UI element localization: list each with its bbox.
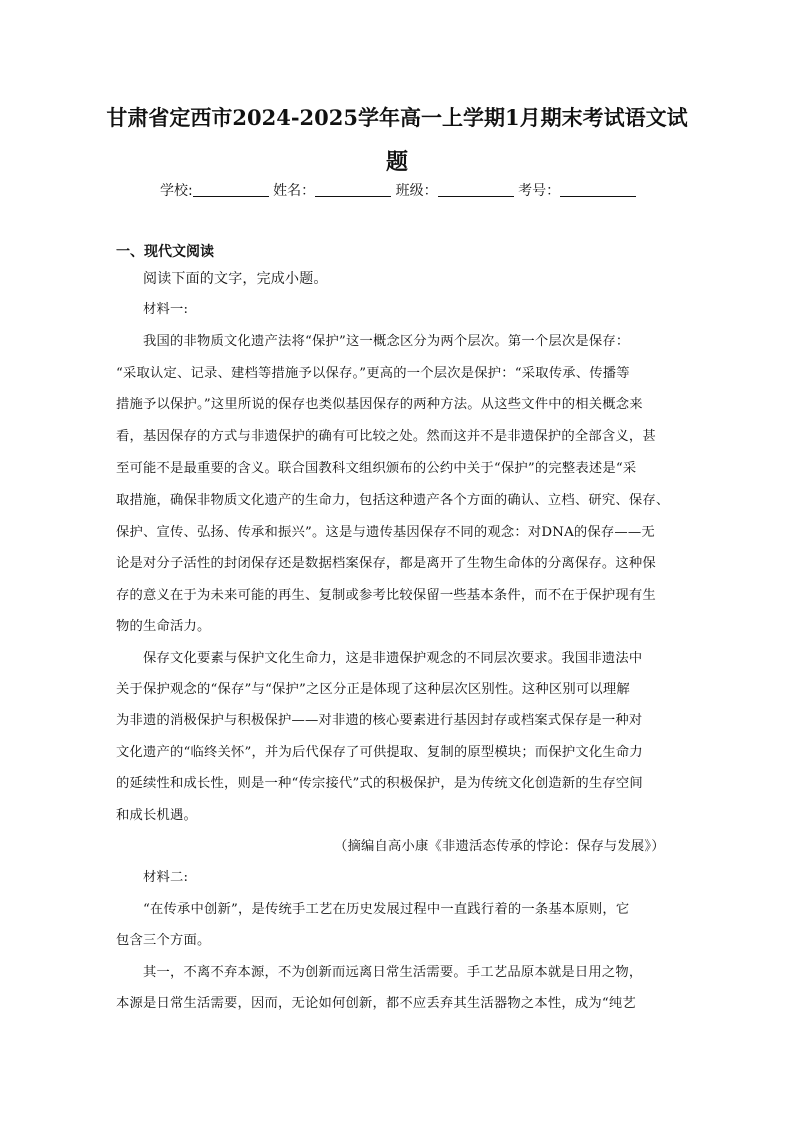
material-1-line: 文化遗产的“临终关怀”，并为后代保存了可供提取、复制的原型模块；而保护文化生命力 [116,745,643,760]
document-title: 甘肃省定西市2024-2025学年高一上学期1月期末考试语文试 [106,105,688,130]
school-blank [193,182,269,197]
material-1-line: 的延续性和成长性，则是一种“传宗接代”式的积极保护，是为传统文化创造新的生存空间 [116,776,643,791]
material-2-line: 其一，不离不弃本源，不为创新而远离日常生活需要。手工艺品原本就是日用之物， [143,965,643,980]
material-1-line: 物的生命活力。 [116,619,211,634]
material-1-line: 取措施，确保非物质文化遗产的生命力，包括这种遗产各个方面的确认、立档、研究、保存、 [116,493,670,508]
class-label: 班级： [395,183,438,199]
section-heading: 一、现代文阅读 [116,244,214,260]
material-1-line: 看，基因保存的方式与非遗保护的确有可比较之处。然而这并不是非遗保护的全部含义，甚 [116,429,656,444]
material-2-label: 材料二: [143,870,189,885]
material-1-label: 材料一: [143,302,189,317]
material-2-line: 包含三个方面。 [116,933,211,948]
material-2-line: 本源是日常生活需要，因而，无论如何创新，都不应丢弃其生活器物之本性，成为“纯艺 [116,996,636,1011]
material-1-line: 保存文化要素与保护文化生命力，这是非遗保护观念的不同层次要求。我国非遗法中 [143,651,643,666]
exam-number-blank [560,182,636,197]
material-1-line: 关于保护观念的“保存”与“保护”之区分正是体现了这种层次区别性。这种区别可以理解 [116,682,630,697]
material-1-line: 措施予以保护。”这里所说的保存也类似基因保存的两种方法。从这些文件中的相关概念来 [116,397,643,412]
material-1-line: 保护、宣传、弘扬、传承和振兴”。这是与遗传基因保存不同的观念：对DNA的保存——无 [116,525,655,540]
material-1-line: 存的意义在于为未来可能的再生、复制或参考比较保留一些基本条件，而不在于保护现有生 [116,588,656,603]
material-1-line: “采取认定、记录、建档等措施予以保存。”更高的一个层次是保护：“采取传承、传播等 [116,366,630,381]
material-2-line: “在传承中创新”，是传统手工艺在历史发展过程中一直践行着的一条基本原则，它 [143,902,630,917]
name-blank [315,182,391,197]
material-1-line: 论是对分子活性的封闭保存还是数据档案保存，都是离开了生物生命体的分离保存。这种保 [116,556,656,571]
instruction-text: 阅读下面的文字，完成小题。 [143,271,328,287]
material-1-line: 我国的非物质文化遗产法将“保护”这一概念区分为两个层次。第一个层次是保存： [143,334,630,349]
material-1-line: 为非遗的消极保护与积极保护——对非遗的核心要素进行基因封存或档案式保存是一种对 [116,713,643,728]
material-1-source: （摘编自高小康《非遗活态传承的悖论：保存与发展》） [334,839,665,854]
class-blank [438,182,514,197]
name-label: 姓名： [273,183,316,199]
student-info-line [160,180,640,200]
material-1-line: 至可能不是最重要的含义。联合国教科文组织颁布的公约中关于“保护”的完整表述是“采 [116,461,637,476]
material-1-line: 和成长机遇。 [116,808,197,823]
exam-number-label: 考号： [518,183,561,199]
school-label: 学校: [160,183,193,199]
document-title-continued: 题 [385,149,408,175]
